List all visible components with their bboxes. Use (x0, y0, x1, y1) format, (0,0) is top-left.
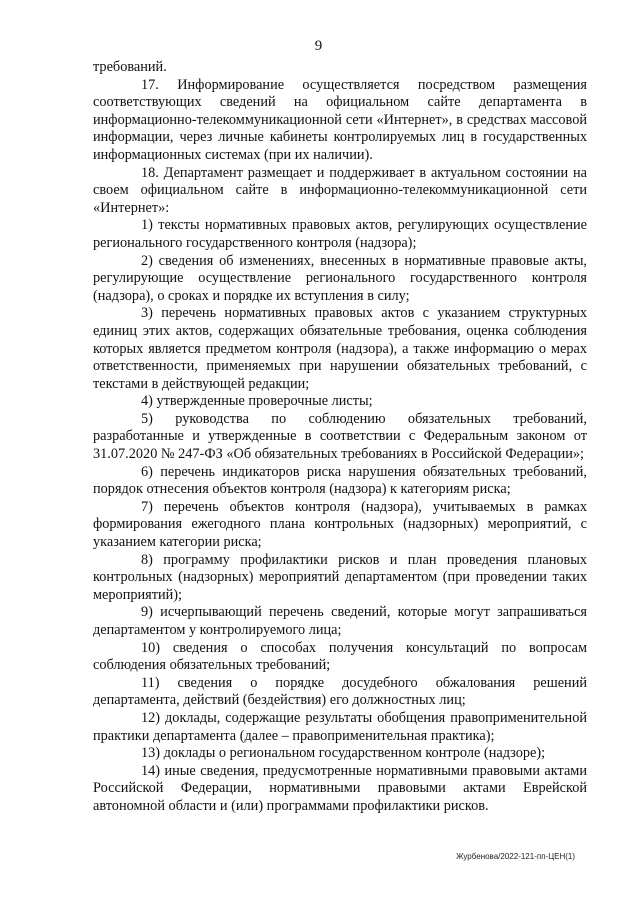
document-footer-code: Журбенова/2022-121-пп-ЦЕН(1) (456, 852, 575, 861)
list-item-5: 5) руководства по соблюдению обязательных требований, разработанные и утвержденные в соответствии с Федеральным законом от 31.07.2020 № 247-ФЗ «Об обязательных требованиях в Российской Федерации»; (93, 410, 587, 463)
list-item-8: 8) программу профилактики рисков и план проведения плановых контрольных (надзорных) мероприятий департаментом (при проведении таких мероприятий); (93, 551, 587, 603)
list-item-12: 12) доклады, содержащие результаты обобщения правоприменительной практики департамента (далее – правоприменительная практика); (93, 709, 587, 744)
list-item-6: 6) перечень индикаторов риска нарушения обязательных требований, порядок отнесения объектов контроля (надзора) к категориям риска; (93, 463, 587, 498)
list-item-11: 11) сведения о порядке досудебного обжалования решений департамента, действий (бездействия) его должностных лиц; (93, 674, 587, 709)
list-item-14: 14) иные сведения, предусмотренные нормативными правовыми актами Российской Федерации, нормативными правовыми актами Еврейской автономной области и (или) программами профилактики рисков. (93, 762, 587, 814)
paragraph-continuation: требований. (93, 59, 167, 75)
list-item-10: 10) сведения о способах получения консультаций по вопросам соблюдения обязательных требований; (93, 639, 587, 674)
document-body (93, 59, 587, 816)
page-number: 9 (314, 38, 323, 54)
list-item-7: 7) перечень объектов контроля (надзора), учитываемых в рамках формирования ежегодного плана контрольных (надзорных) мероприятий, с указанием категории риска; (93, 498, 587, 551)
list-item-13: 13) доклады о региональном государственном контроле (надзоре); (141, 745, 546, 762)
list-item-3: 3) перечень нормативных правовых актов с указанием структурных единиц этих актов, содержащих обязательные требования, оценка соблюдения которых является предметом контроля (надзора), а также информацию о мерах ответственности, применяемых при нарушении обязательных требований, с текстами в действующей редакции; (93, 305, 587, 392)
paragraph-17: 17. Информирование осуществляется посредством размещения соответствующих сведений на официальном сайте департамента в информационно-телекоммуникационной сети «Интернет», в средствах массовой информации, через личные кабинеты контролируемых лиц в государственных информационных системах (при их наличии). (93, 76, 587, 163)
list-item-1: 1) тексты нормативных правовых актов, регулирующих осуществление регионального государственного контроля (надзора); (93, 217, 587, 251)
list-item-4: 4) утвержденные проверочные листы; (141, 393, 373, 410)
paragraph-18: 18. Департамент размещает и поддерживает в актуальном состоянии на своем официальном сайте в информационно-телекоммуникационной сети «Интернет»: (93, 164, 587, 216)
list-item-9: 9) исчерпывающий перечень сведений, которые могут запрашиваться департаментом у контролируемого лица; (93, 604, 587, 638)
list-item-2: 2) сведения об изменениях, внесенных в нормативные правовые акты, регулирующие осуществление регионального государственного контроля (надзора), о сроках и порядке их вступления в силу; (93, 252, 587, 304)
